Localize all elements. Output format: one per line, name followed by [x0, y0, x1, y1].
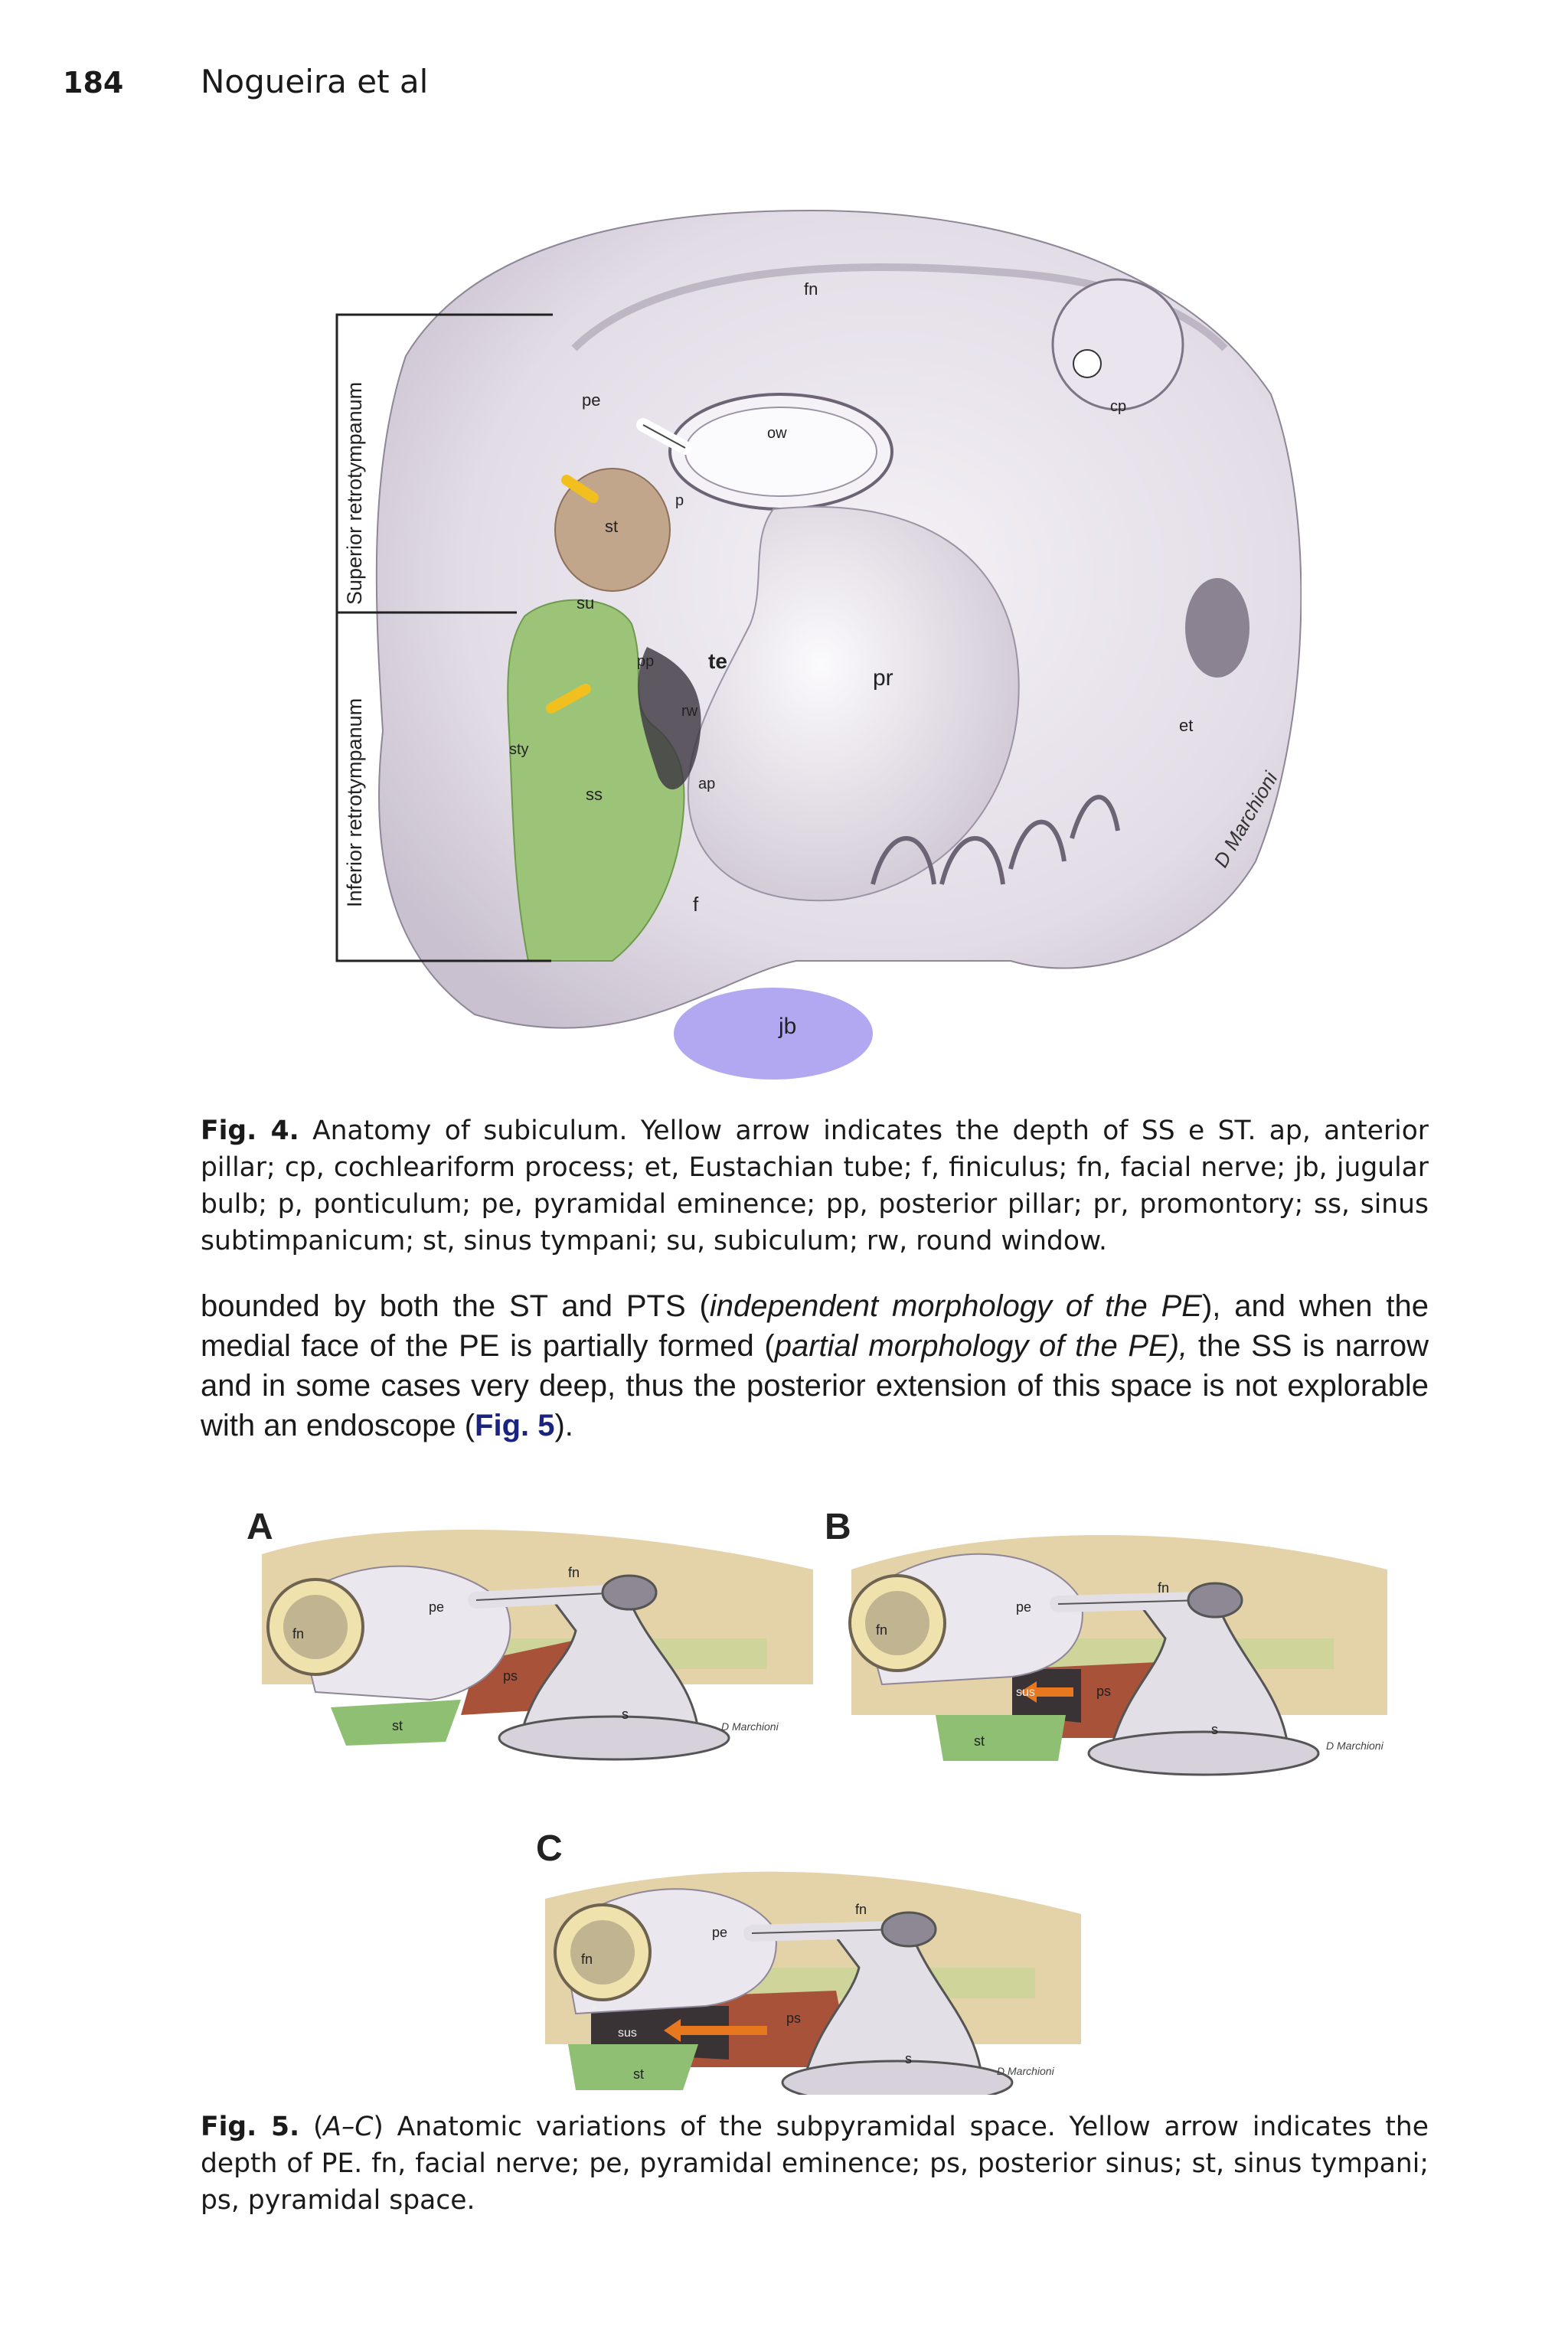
panel-c-pe: pe: [712, 1925, 728, 1940]
page-number: 184: [63, 66, 124, 100]
panel-c-signature: D Marchioni: [997, 2065, 1054, 2077]
panel-c-sus: sus: [618, 2027, 637, 2040]
panel-b-st: st: [974, 1733, 985, 1749]
label-ow: ow: [767, 425, 787, 442]
label-jb: jb: [779, 1014, 797, 1039]
panel-a-pe: pe: [429, 1599, 445, 1615]
body-italic-2: partial morphology of the PE),: [774, 1329, 1188, 1363]
panel-a-letter: A: [247, 1507, 273, 1547]
panel-b-ps: ps: [1096, 1684, 1112, 1699]
superior-retrotympanum-label: Superior retrotympanum: [343, 381, 366, 605]
figure-5-caption-open: (: [299, 2112, 324, 2142]
label-ss: ss: [586, 785, 603, 804]
cochleariform-tip: [1073, 350, 1101, 377]
panel-b-fn-top: fn: [1158, 1580, 1170, 1596]
figure-4-caption-label: Fig. 4.: [201, 1116, 299, 1146]
panel-b-signature: D Marchioni: [1326, 1740, 1383, 1752]
panel-a-fn-top: fn: [568, 1565, 580, 1580]
label-te: te: [708, 649, 727, 673]
panel-c-fn-left: fn: [581, 1952, 593, 1967]
jugular-bulb: [674, 988, 873, 1080]
figure-5-caption-italic: A–C: [323, 2112, 374, 2142]
panel-c-s: s: [905, 2051, 912, 2066]
panel-c-fn-top: fn: [855, 1902, 867, 1917]
panel-a-ps: ps: [503, 1668, 518, 1684]
st-region: [936, 1715, 1066, 1761]
eustachian-tube: [1185, 578, 1250, 678]
label-rw: rw: [681, 703, 698, 720]
body-text-1: bounded by both the ST and PTS (: [201, 1289, 710, 1323]
label-et: et: [1179, 716, 1194, 735]
panel-c-star: *: [591, 2002, 597, 2019]
body-text-2: ), and when the medial face of the PE is partially formed (: [201, 1289, 1429, 1363]
panel-b-s: s: [1211, 1722, 1218, 1737]
running-head: Nogueira et al: [201, 63, 429, 100]
inferior-retrotympanum-label: Inferior retrotympanum: [343, 697, 366, 907]
panel-c-letter: C: [536, 1828, 563, 1869]
label-cp: cp: [1110, 398, 1127, 415]
panel-a-s: s: [622, 1707, 629, 1722]
cochleariform-process: [1053, 279, 1183, 410]
body-text-3: the SS is narrow and in some cases very deep, thus the posterior extension of this space is not explorable with an endoscope (: [201, 1329, 1429, 1442]
label-ap: ap: [698, 776, 716, 792]
label-pp: pp: [637, 653, 655, 670]
figure-5-caption-label: Fig. 5.: [201, 2112, 300, 2142]
label-sty: sty: [509, 741, 529, 758]
label-st: st: [605, 517, 619, 536]
panel-a-st: st: [392, 1718, 403, 1733]
label-fn: fn: [804, 279, 818, 299]
figure-5-caption: [201, 2109, 1429, 2219]
label-pe: pe: [582, 390, 601, 410]
artist-signature: D Marchioni: [1209, 767, 1282, 871]
figure-5-link[interactable]: Fig. 5: [475, 1409, 555, 1442]
figure-4-caption: [201, 1112, 1429, 1259]
panel-a-fn-left: fn: [292, 1626, 305, 1642]
figure-4-illustration: [322, 195, 1302, 1091]
body-text-4: ).: [554, 1409, 573, 1442]
panel-b-sus: sus: [1016, 1686, 1035, 1699]
panel-c-st: st: [633, 2066, 645, 2082]
label-p: p: [675, 492, 684, 509]
figure-5-illustration: [231, 1485, 1398, 2095]
panel-b-letter: B: [825, 1507, 851, 1547]
label-f: f: [693, 893, 699, 916]
body-italic-1: independent morphology of the PE: [709, 1289, 1202, 1323]
panel-a-signature: D Marchioni: [721, 1720, 779, 1733]
label-pr: pr: [873, 665, 893, 691]
figure-4-caption-text: Anatomy of subiculum. Yellow arrow indicates the depth of SS e ST. ap, anterior pillar; cp, cochleariform process; et, Eustachian tube; f, finiculus; fn, facial nerve; jb, jugular bulb; p, ponticulum; pe, pyramidal eminence; pp, posterior pillar; pr, promontory; ss, sinus subtimpanicum; st, sinus tympani; su, subiculum; rw, round window.: [201, 1116, 1429, 1256]
panel-b-pe: pe: [1016, 1599, 1032, 1615]
panel-b-fn-left: fn: [876, 1622, 888, 1638]
body-paragraph: [201, 1286, 1429, 1446]
label-su: su: [577, 593, 595, 612]
panel-c-ps: ps: [786, 2011, 802, 2026]
figure-5-caption-text: ) Anatomic variations of the subpyramidal space. Yellow arrow indicates the depth of PE. fn, facial nerve; pe, pyramidal eminence; ps, posterior sinus; st, sinus tympani; ps, pyramidal space.: [201, 2112, 1429, 2216]
